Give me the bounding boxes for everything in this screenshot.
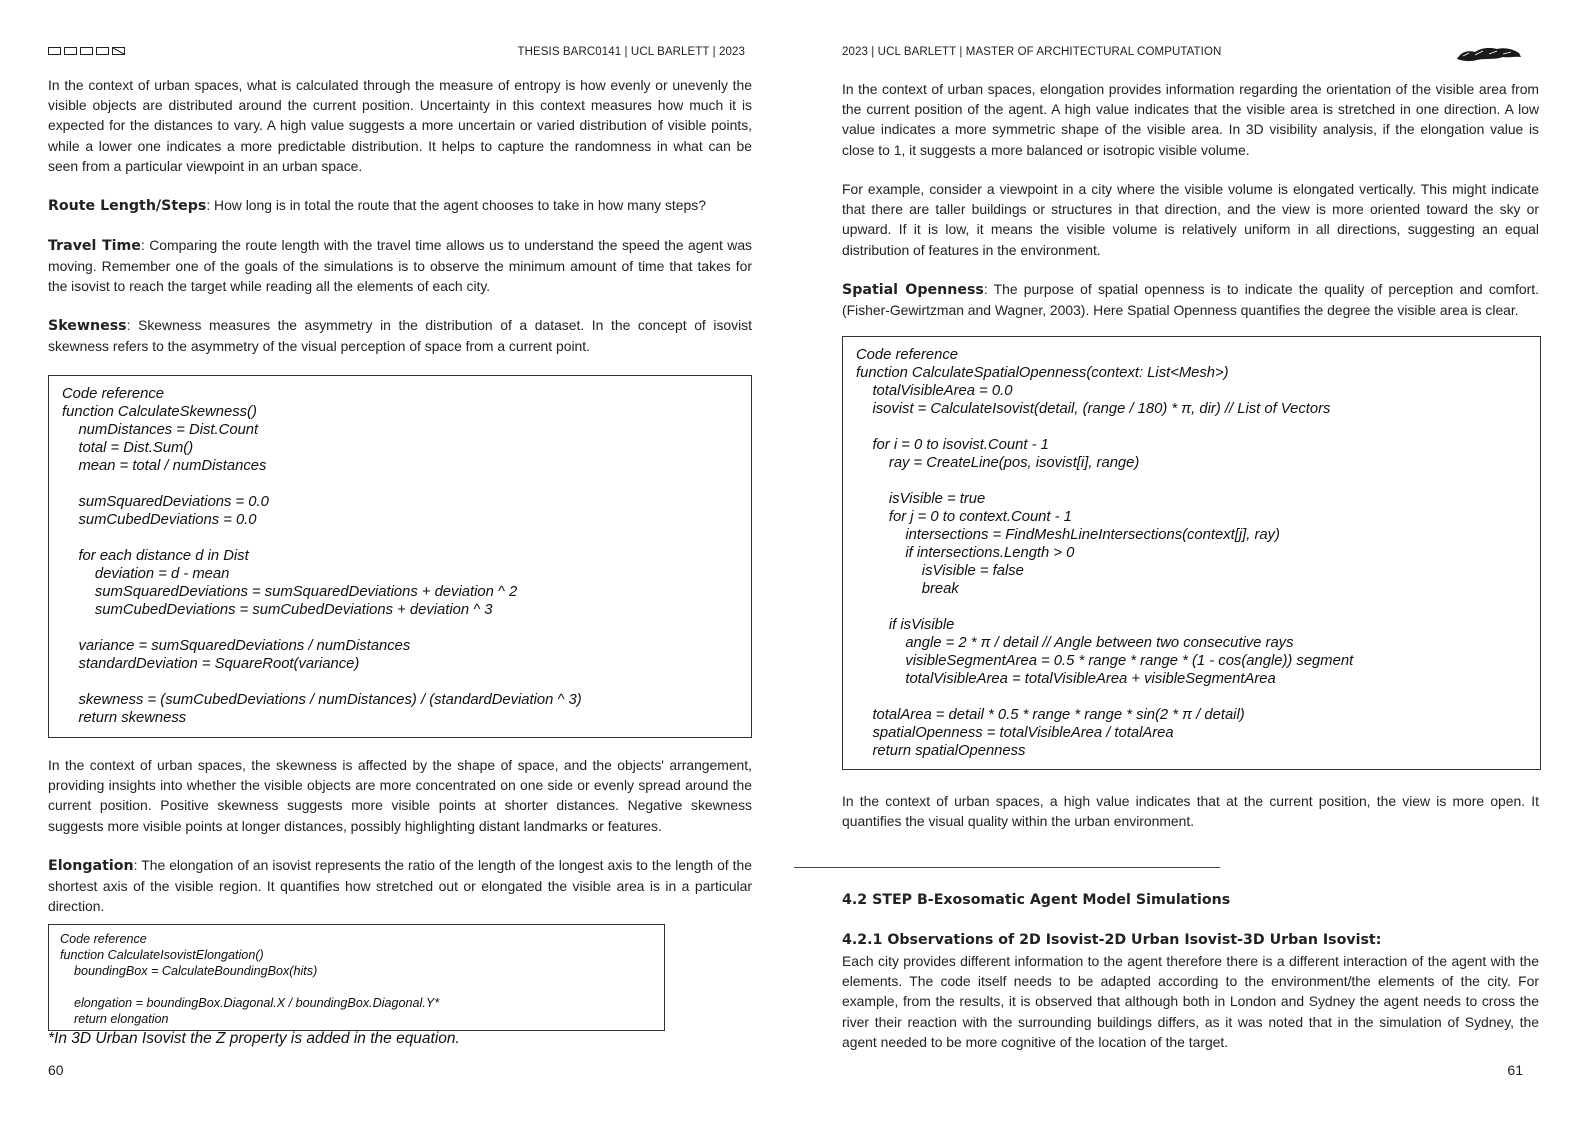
code-line: totalVisibleArea = totalVisibleArea + visibleSegmentArea (856, 671, 1276, 687)
running-head-left: THESIS BARC0141 | UCL BARLETT | 2023 (517, 46, 745, 58)
skewness-text: : Skewness measures the asymmetry in the distribution of a dataset. In the concept of isovist skewness refers to the asymmetry of the visual perception of space from a current point. (48, 317, 752, 355)
paragraph-observations: Each city provides different information to the agent therefore there is a different interaction of the agent with the elements. The code itself needs to be adapted according to the environment/the elements of the city. For example, from the results, it is observed that although both in London and Sydney the agent needs to cross the river their reaction with the surrounding buildings differs, as it was noted that in the simulation of Sydney, the agent needed to be more cognitive of the location of the target. (842, 953, 1539, 1050)
code-line: isVisible = false (856, 563, 1024, 579)
code-line: isovist = CalculateIsovist(detail, (range / 180) * π, dir) // List of Vectors (856, 401, 1331, 417)
paragraph-route-length (48, 195, 752, 216)
code-line: isVisible = true (856, 491, 986, 507)
code-line: if isVisible (856, 617, 955, 633)
footnote: *In 3D Urban Isovist the Z property is added in the equation. (48, 1030, 460, 1047)
code-line: sumSquaredDeviations = sumSquaredDeviations + deviation ^ 2 (62, 584, 518, 600)
term-route-length: Route Length/Steps (48, 198, 207, 214)
code-line: return skewness (62, 710, 187, 726)
code-line: intersections = FindMeshLineIntersections(context[j], ray) (856, 527, 1280, 543)
code-line: numDistances = Dist.Count (62, 422, 259, 438)
code-block-spatial-openness (842, 336, 1541, 770)
barlett-logo-icon (1455, 44, 1523, 64)
term-travel-time: Travel Time (48, 238, 141, 254)
code-line: for i = 0 to isovist.Count - 1 (856, 437, 1049, 453)
code-line (856, 688, 1527, 706)
code-line: total = Dist.Sum() (62, 440, 194, 456)
code-line: visibleSegmentArea = 0.5 * range * range * (1 - cos(angle)) segment (856, 653, 1354, 669)
paragraph-elongation-context: In the context of urban spaces, elongation provides information regarding the orientation of the visible area from the current position of the agent. A high value indicates that the visible area is stretched in one direction. A low value indicates a more symmetric shape of the visible area. In 3D visibility analysis, if the elongation value is close to 1, it suggests a more balanced or isotropic visible volume. (842, 81, 1539, 158)
code-line: deviation = d - mean (62, 566, 230, 582)
code-line: boundingBox = CalculateBoundingBox(hits) (60, 964, 318, 978)
section-divider (794, 867, 1220, 868)
code-line: if intersections.Length > 0 (856, 545, 1075, 561)
code-block-skewness (48, 375, 752, 738)
paragraph-entropy: In the context of urban spaces, what is calculated through the measure of entropy is how evenly or unevenly the visible objects are distributed around the current position. Uncertainty in this context measures how much it is expected for the distances to vary. A high value suggests a more uncertain or varied distribution of visible points, while a lower one indicates a more predictable distribution. It helps to capture the randomness in what can be seen from a particular viewpoint in an urban space. (48, 77, 752, 174)
right-page (794, 0, 1587, 1122)
section-heading-4-2: 4.2 STEP B-Exosomatic Agent Model Simulations (842, 892, 1231, 908)
code-line: standardDeviation = SquareRoot(variance) (62, 656, 360, 672)
code-line: elongation = boundingBox.Diagonal.X / boundingBox.Diagonal.Y* (60, 996, 440, 1010)
code-line: Code reference (62, 386, 164, 402)
code-line (62, 475, 738, 493)
paragraph-skewness (48, 315, 752, 356)
code-line: Code reference (60, 932, 147, 946)
code-line: Code reference (856, 347, 958, 363)
running-head-right: 2023 | UCL BARLETT | MASTER OF ARCHITECTURAL COMPUTATION (842, 46, 1222, 58)
elongation-text: : The elongation of an isovist represents the ratio of the length of the longest axis to the length of the shortest axis of the visible region. It quantifies how stretched out or elongated the visible area is in a particular direction. (48, 857, 752, 915)
code-line (856, 598, 1527, 616)
paragraph-elongation (48, 855, 752, 917)
code-line: totalArea = detail * 0.5 * range * range * sin(2 * π / detail) (856, 707, 1245, 723)
term-skewness: Skewness (48, 318, 127, 334)
paragraph-spatial-openness (842, 279, 1539, 320)
route-length-text: : How long is in total the route that the agent chooses to take in how many steps? (206, 197, 706, 213)
paragraph-openness-context: In the context of urban spaces, a high value indicates that at the current position, the view is more open. It quantifies the visual quality within the urban environment. (842, 793, 1539, 830)
page-number-left: 60 (48, 1062, 64, 1078)
code-line: return elongation (60, 1012, 169, 1026)
code-line: totalVisibleArea = 0.0 (856, 383, 1013, 399)
code-line (62, 619, 738, 637)
spatial-openness-text: : The purpose of spatial openness is to indicate the quality of perception and comfort. (Fisher-Gewirtzman and Wagner, 2003). Here Spatial Openness quantifies the degree the visible area is clear. (842, 281, 1539, 319)
code-line: sumSquaredDeviations = 0.0 (62, 494, 269, 510)
code-line: function CalculateIsovistElongation() (60, 948, 264, 962)
subsection-heading-4-2-1: 4.2.1 Observations of 2D Isovist-2D Urban Isovist-3D Urban Isovist: (842, 932, 1382, 948)
code-line: variance = sumSquaredDeviations / numDistances (62, 638, 411, 654)
code-line (856, 418, 1527, 436)
code-line: for j = 0 to context.Count - 1 (856, 509, 1072, 525)
code-line: sumCubedDeviations = 0.0 (62, 512, 257, 528)
term-elongation: Elongation (48, 858, 134, 874)
code-line: ray = CreateLine(pos, isovist[i], range) (856, 455, 1140, 471)
code-line (856, 472, 1527, 490)
code-line: return spatialOpenness (856, 743, 1026, 759)
left-page (0, 0, 793, 1122)
code-line (62, 673, 738, 691)
code-line: angle = 2 * π / detail // Angle between two consecutive rays (856, 635, 1294, 651)
code-line (60, 979, 653, 995)
code-line: function CalculateSkewness() (62, 404, 257, 420)
code-line: mean = total / numDistances (62, 458, 267, 474)
paragraph-travel-time (48, 235, 752, 297)
code-block-elongation (48, 924, 665, 1031)
code-line: break (856, 581, 959, 597)
code-line: function CalculateSpatialOpenness(context: List<Mesh>) (856, 365, 1229, 381)
code-line: sumCubedDeviations = sumCubedDeviations + deviation ^ 3 (62, 602, 493, 618)
code-line: skewness = (sumCubedDeviations / numDistances) / (standardDeviation ^ 3) (62, 692, 582, 708)
code-line: spatialOpenness = totalVisibleArea / totalArea (856, 725, 1174, 741)
travel-time-text: : Comparing the route length with the travel time allows us to understand the speed the agent was moving. Remember one of the goals of the simulations is to observe the minimum amount of time that takes for the isovist to reach the target while reading all the elements of each city. (48, 237, 752, 295)
code-line (62, 529, 738, 547)
paragraph-skewness-context: In the context of urban spaces, the skewness is affected by the shape of space, and the objects' arrangement, providing insights into whether the visible objects are more concentrated on one side or evenly spread around the current position. Positive skewness suggests more visible points at shorter distances. Negative skewness suggests more visible points at longer distances, possibly highlighting distant landmarks or features. (48, 757, 752, 834)
page-number-right: 61 (1507, 1062, 1523, 1078)
header-boxes-icon (48, 47, 125, 55)
code-line: for each distance d in Dist (62, 548, 249, 564)
term-spatial-openness: Spatial Openness (842, 282, 984, 298)
paragraph-example: For example, consider a viewpoint in a city where the visible volume is elongated vertically. This might indicate that there are taller buildings or structures in that direction, and the view is more oriented toward the sky or upward. If it is low, it means the visible volume is relatively uniform in all directions, suggesting an equal distribution of features in the environment. (842, 181, 1539, 258)
